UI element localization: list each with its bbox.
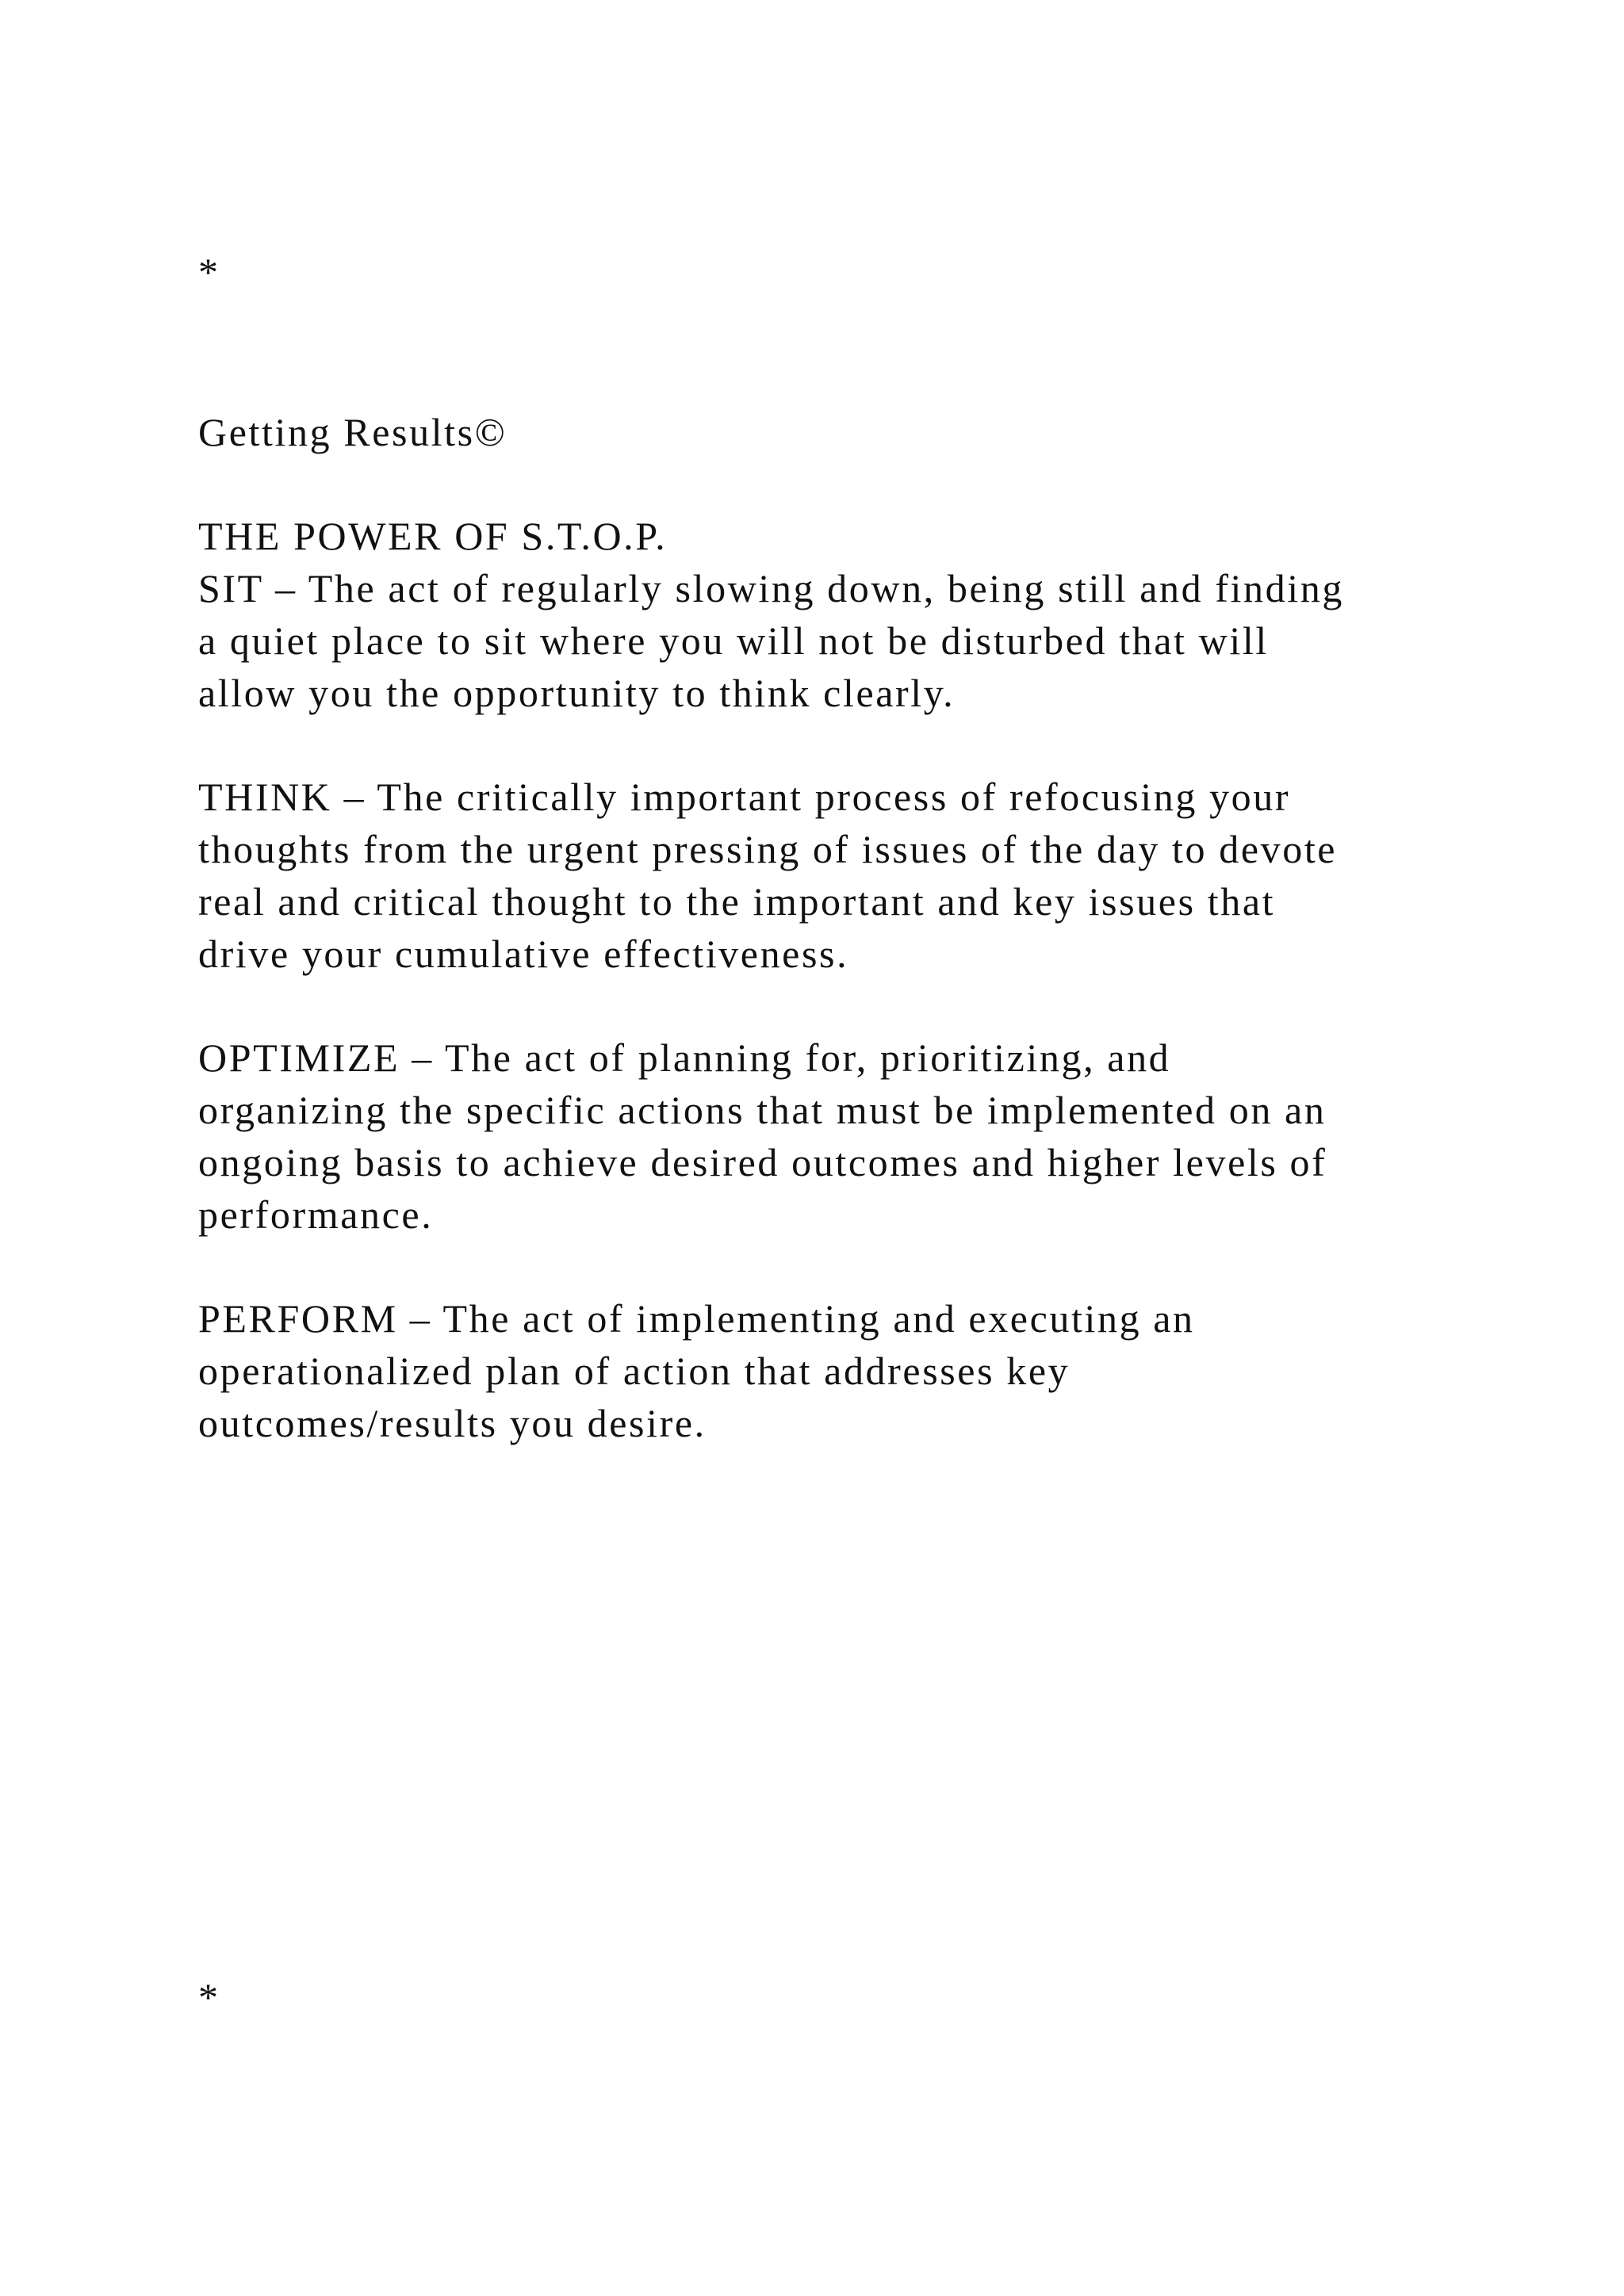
paragraph-line: PERFORM – The act of implementing and executing an — [198, 1296, 1195, 1341]
paragraph-line: outcomes/results you desire. — [198, 1401, 707, 1445]
paragraph-line: thoughts from the urgent pressing of issues of the day to devote — [198, 827, 1338, 871]
paragraph-line: SIT – The act of regularly slowing down, being still and finding — [198, 566, 1344, 610]
paragraph-line: real and critical thought to the important and key issues that — [198, 879, 1276, 924]
paragraph-line: organizing the specific actions that must be implemented on an — [198, 1088, 1327, 1132]
paragraph-line: allow you the opportunity to think clearly. — [198, 671, 956, 715]
top-asterisk-marker: * — [198, 250, 218, 294]
paragraph-line: operationalized plan of action that addresses key — [198, 1349, 1071, 1393]
bottom-asterisk-marker: * — [198, 1975, 218, 2019]
paragraph-line: OPTIMIZE – The act of planning for, prioritizing, and — [198, 1035, 1171, 1080]
document-title: Getting Results© — [198, 410, 508, 454]
paragraph-line: THINK – The critically important process of refocusing your — [198, 775, 1291, 819]
paragraph-line: ongoing basis to achieve desired outcomes and higher levels of — [198, 1140, 1327, 1184]
section-heading: THE POWER OF S.T.O.P. — [198, 514, 668, 558]
paragraph-line: a quiet place to sit where you will not be disturbed that will — [198, 618, 1269, 663]
paragraph-line: performance. — [198, 1192, 434, 1237]
paragraph-line: drive your cumulative effectiveness. — [198, 932, 849, 976]
